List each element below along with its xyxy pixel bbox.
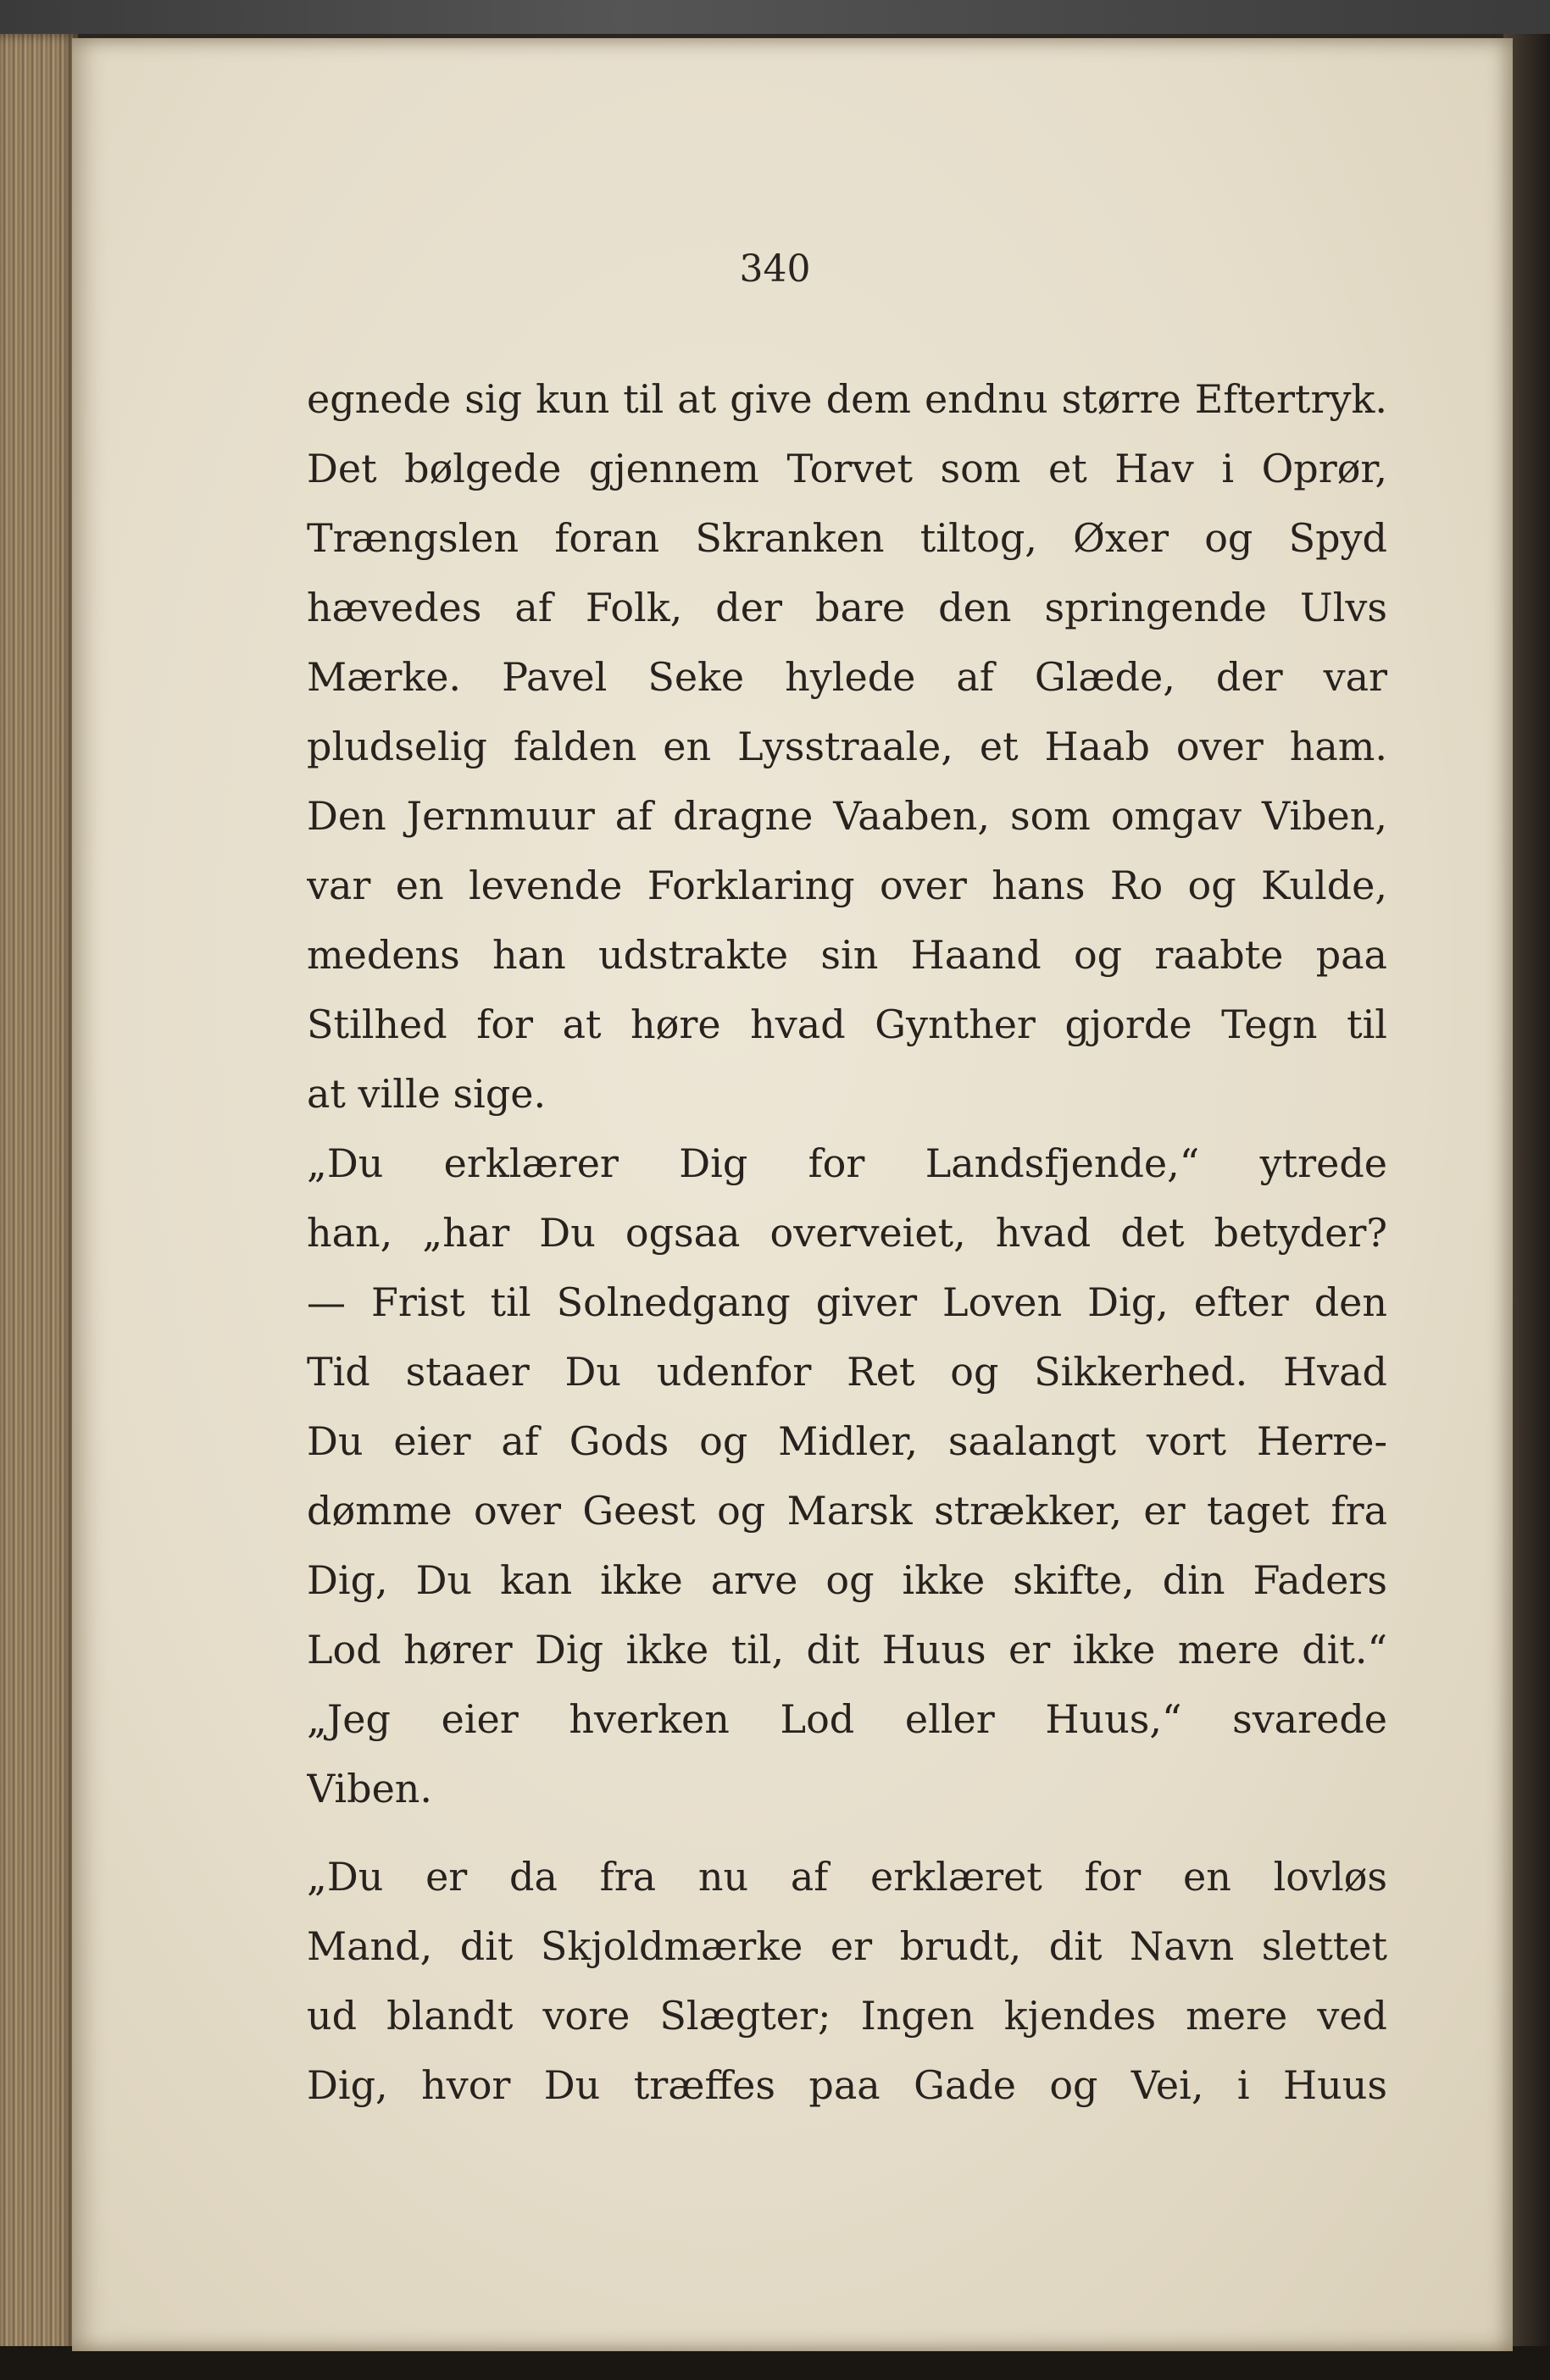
text-line: dømme over Geest og Marsk strækker, er taget fra [307, 1488, 1387, 1534]
text-line: Stilhed for at høre hvad Gynther gjorde Tegn til [307, 1001, 1387, 1047]
text-line: Mærke. Pavel Seke hylede af Glæde, der var [307, 654, 1387, 700]
text-line: Viben. [307, 1766, 433, 1811]
text-line: at ville sige. [307, 1071, 547, 1117]
scanner-top-strip [0, 0, 1550, 34]
text-line: Trængslen foran Skranken tiltog, Øxer og Spyd [307, 515, 1387, 561]
text-line: „Du er da fra nu af erklæret for en lovløs [307, 1854, 1387, 1900]
text-line: Du eier af Gods og Midler, saalangt vort Herre- [307, 1418, 1387, 1464]
page-number: 340 [739, 247, 811, 291]
text-line: egnede sig kun til at give dem endnu større Eftertryk. [307, 376, 1387, 422]
text-line: medens han udstrakte sin Haand og raabte paa [307, 932, 1387, 978]
book-page-edges [0, 34, 78, 2380]
text-line: Det bølgede gjennem Torvet som et Hav i Oprør, [307, 446, 1387, 491]
text-line: Tid staaer Du udenfor Ret og Sikkerhed. Hvad [307, 1349, 1387, 1395]
scanner-bottom-edge [0, 2346, 1550, 2380]
text-line: ud blandt vore Slægter; Ingen kjendes mere ved [307, 1993, 1387, 2039]
text-line: var en levende Forklaring over hans Ro og Kulde, [307, 863, 1387, 908]
text-line: — Frist til Solnedgang giver Loven Dig, efter den [307, 1279, 1387, 1325]
text-line: hævedes af Folk, der bare den springende Ulvs [307, 585, 1387, 630]
text-line: Den Jernmuur af dragne Vaaben, som omgav Viben, [307, 793, 1387, 839]
text-line: „Jeg eier hverken Lod eller Huus,“ svarede [307, 1696, 1387, 1742]
text-line: pludselig falden en Lysstraale, et Haab over ham. [307, 724, 1387, 769]
text-line: Lod hører Dig ikke til, dit Huus er ikke mere dit.“ [307, 1627, 1387, 1673]
text-line: „Du erklærer Dig for Landsfjende,“ ytrede [307, 1140, 1387, 1186]
text-line: Mand, dit Skjoldmærke er brudt, dit Navn slettet [307, 1923, 1387, 1969]
body-text [307, 364, 1387, 2120]
text-line: Dig, Du kan ikke arve og ikke skifte, din Faders [307, 1557, 1387, 1603]
text-line: Dig, hvor Du træffes paa Gade og Vei, i Huus [307, 2062, 1387, 2108]
text-line: han, „har Du ogsaa overveiet, hvad det betyder? [307, 1210, 1387, 1256]
